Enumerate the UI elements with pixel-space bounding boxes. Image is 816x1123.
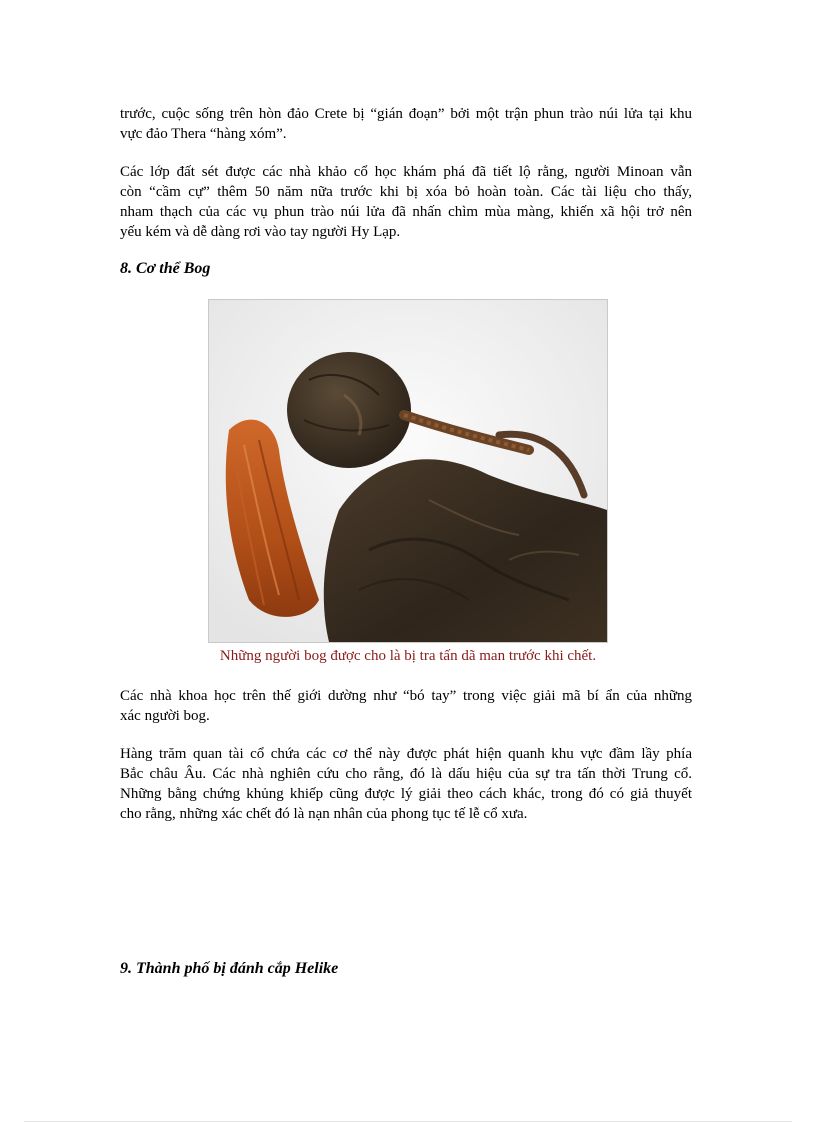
text-line: yếu kém và dễ dàng rơi vào tay người Hy Lạp. <box>120 224 401 240</box>
text-line: vực đảo Thera “hàng xóm”. <box>120 126 287 142</box>
paragraph-scientists-bog <box>120 686 692 726</box>
section-heading-helike: 9. Thành phố bị đánh cắp Helike <box>120 960 339 977</box>
text-line: xác người bog. <box>120 708 210 724</box>
text-line: Bắc châu Âu. Các nhà nghiên cứu cho rằng, đó là dấu hiệu của sự tra tấn thời Trung cổ. <box>120 766 692 782</box>
page-bottom-divider <box>24 1121 792 1122</box>
text-line: Những bằng chứng khủng khiếp cũng được lý giải theo cách khác, trong đó có giả thuyết <box>120 786 692 802</box>
section-heading-bog-body: 8. Cơ thể Bog <box>120 260 211 277</box>
paragraph-coffins-north-europe <box>120 744 692 824</box>
paragraph-crete-eruption <box>120 104 692 144</box>
paragraph-minoan-clay <box>120 162 692 242</box>
text-line: Các lớp đất sét được các nhà khảo cổ học khám phá đã tiết lộ rằng, người Minoan vẫn <box>120 164 692 180</box>
text-line: trước, cuộc sống trên hòn đảo Crete bị “gián đoạn” bởi một trận phun trào núi lửa tại khu <box>120 106 692 122</box>
text-line: cho rằng, những xác chết đó là nạn nhân của phong tục tế lễ cổ xưa. <box>120 806 528 822</box>
text-line: Các nhà khoa học trên thế giới dường như “bó tay” trong việc giải mã bí ẩn của những <box>120 688 692 704</box>
text-line: Hàng trăm quan tài cổ chứa các cơ thể này được phát hiện quanh khu vực đầm lầy phía <box>120 746 692 762</box>
text-line: nham thạch của các vụ phun trào núi lửa đã nhấn chìm mùa màng, khiến xã hội trở nên <box>120 204 692 220</box>
figure-caption: Những người bog được cho là bị tra tấn dã man trước khi chết. <box>219 648 597 664</box>
bog-body-illustration <box>209 300 607 642</box>
bog-body-photo <box>208 299 608 643</box>
text-line: còn “cầm cự” thêm 50 năm nữa trước khi bị xóa bỏ hoàn toàn. Các tài liệu cho thấy, <box>120 184 692 200</box>
